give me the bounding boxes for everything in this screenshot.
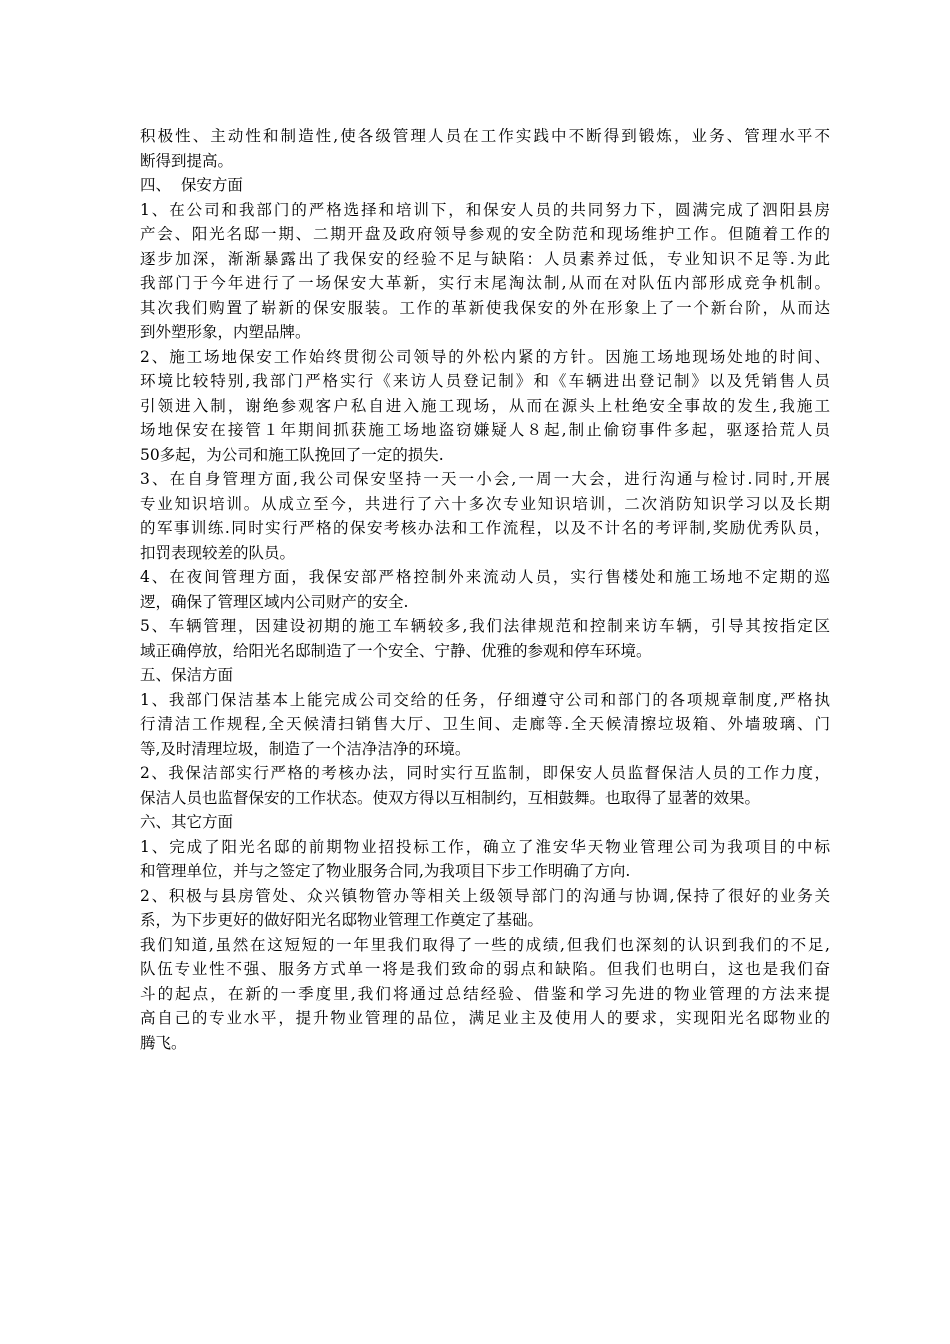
text-line: 1、我部门保洁基本上能完成公司交给的任务，仔细遵守公司和部门的各项规章制度,严格执 <box>140 690 830 709</box>
text-line: 域正确停放，给阳光名邸制造了一个安全、宁静、优雅的参观和停车环境。 <box>140 641 652 660</box>
section-heading-security: 四、 保安方面 <box>140 176 243 194</box>
text-line: 5、车辆管理，因建设初期的施工车辆较多,我们法律规范和控制来访车辆，引导其按指定区 <box>140 617 830 635</box>
text-line: 1、完成了阳光名邸的前期物业招投标工作，确立了淮安华天物业管理公司为我项目的中标 <box>140 837 830 856</box>
text-line: 和管理单位，并与之签定了物业服务合同,为我项目下步工作明确了方向. <box>140 862 631 880</box>
text-line: 4、在夜间管理方面，我保安部严格控制外来流动人员，实行售楼处和施工场地不定期的巡 <box>140 568 830 586</box>
text-line: 环境比较特别,我部门严格实行《来访人员登记制》和《车辆进出登记制》以及凭销售人员 <box>140 372 830 390</box>
text-line: 高自己的专业水平，提升物业管理的品位，满足业主及使用人的要求，实现阳光名邸物业的 <box>140 1009 830 1027</box>
text-line: 保洁人员也监督保安的工作状态。使双方得以互相制约，互相鼓舞。也取得了显著的效果。 <box>140 788 761 807</box>
text-line: 系，为下步更好的做好阳光名邸物业管理工作奠定了基础。 <box>140 911 544 929</box>
text-line: 其次我们购置了崭新的保安服装。工作的革新使我保安的外在形象上了一个新台阶，从而达 <box>140 298 830 317</box>
text-line: 场地保安在接管１年期间抓获施工场地盗窃嫌疑人８起,制止偷窃事件多起，驱逐拾荒人员 <box>140 421 830 439</box>
text-line: 队伍专业性不强、服务方式单一将是我们致命的弱点和缺陷。但我们也明白，这也是我们奋 <box>140 960 830 978</box>
text-line: 腾飞。 <box>140 1033 187 1052</box>
text-line: 我们知道,虽然在这短短的一年里我们取得了一些的成绩,但我们也深刻的认识到我们的不足, <box>140 935 830 954</box>
text-line: 的军事训练.同时实行严格的保安考核办法和工作流程，以及不计名的考评制,奖励优秀队员， <box>140 519 830 537</box>
text-line: 积极性、主动性和制造性,使各级管理人员在工作实践中不断得到锻炼，业务、管理水平不 <box>140 127 830 145</box>
text-line: 斗的起点，在新的一季度里,我们将通过总结经验、借鉴和学习先进的物业管理的方法来提 <box>140 984 830 1003</box>
section-heading-cleaning: 五、保洁方面 <box>140 666 234 684</box>
document-body <box>140 124 830 1055</box>
text-line: 1、在公司和我部门的严格选择和培训下，和保安人员的共同努力下，圆满完成了泗阳县房 <box>140 200 830 219</box>
text-line: 产会、阳光名邸一期、二期开盘及政府领导参观的安全防范和现场维护工作。但随着工作的 <box>140 225 830 243</box>
text-line: 断得到提高。 <box>140 151 234 170</box>
text-line: 50多起，为公司和施工队挽回了一定的损失. <box>140 445 444 464</box>
text-line: 2、我保洁部实行严格的考核办法，同时实行互监制，即保安人员监督保洁人员的工作力度， <box>140 764 830 782</box>
text-line: 2、积极与县房管处、众兴镇物管办等相关上级领导部门的沟通与协调,保持了很好的业务关 <box>140 886 830 905</box>
text-line: 逐步加深，渐渐暴露出了我保安的经验不足与缺陷：人员素养过低，专业知识不足等.为此 <box>140 249 830 268</box>
section-heading-other: 六、其它方面 <box>140 813 234 831</box>
text-line: 到外塑形象，内塑品牌。 <box>140 323 311 341</box>
text-line: 引领进入制，谢绝参观客户私自进入施工现场，从而在源头上杜绝安全事故的发生,我施工 <box>140 396 830 415</box>
text-line: 逻，确保了管理区域内公司财产的安全. <box>140 592 409 611</box>
text-line: 扣罚表现较差的队员。 <box>140 543 296 562</box>
text-line: 3、在自身管理方面,我公司保安坚持一天一小会,一周一大会，进行沟通与检讨.同时,开展 <box>140 470 830 488</box>
text-line: 专业知识培训。从成立至今，共进行了六十多次专业知识培训，二次消防知识学习以及长期 <box>140 494 830 513</box>
text-line: 等,及时清理垃圾，制造了一个洁净洁净的环境。 <box>140 739 471 758</box>
text-line: 我部门于今年进行了一场保安大革新，实行末尾淘汰制,从而在对队伍内部形成竞争机制。 <box>140 274 830 292</box>
text-line: 2、施工场地保安工作始终贯彻公司领导的外松内紧的方针。因施工场地现场处地的时间、 <box>140 347 830 366</box>
text-line: 行清洁工作规程,全天候清扫销售大厅、卫生间、走廊等.全天候清擦垃圾箱、外墙玻璃、门 <box>140 715 830 733</box>
